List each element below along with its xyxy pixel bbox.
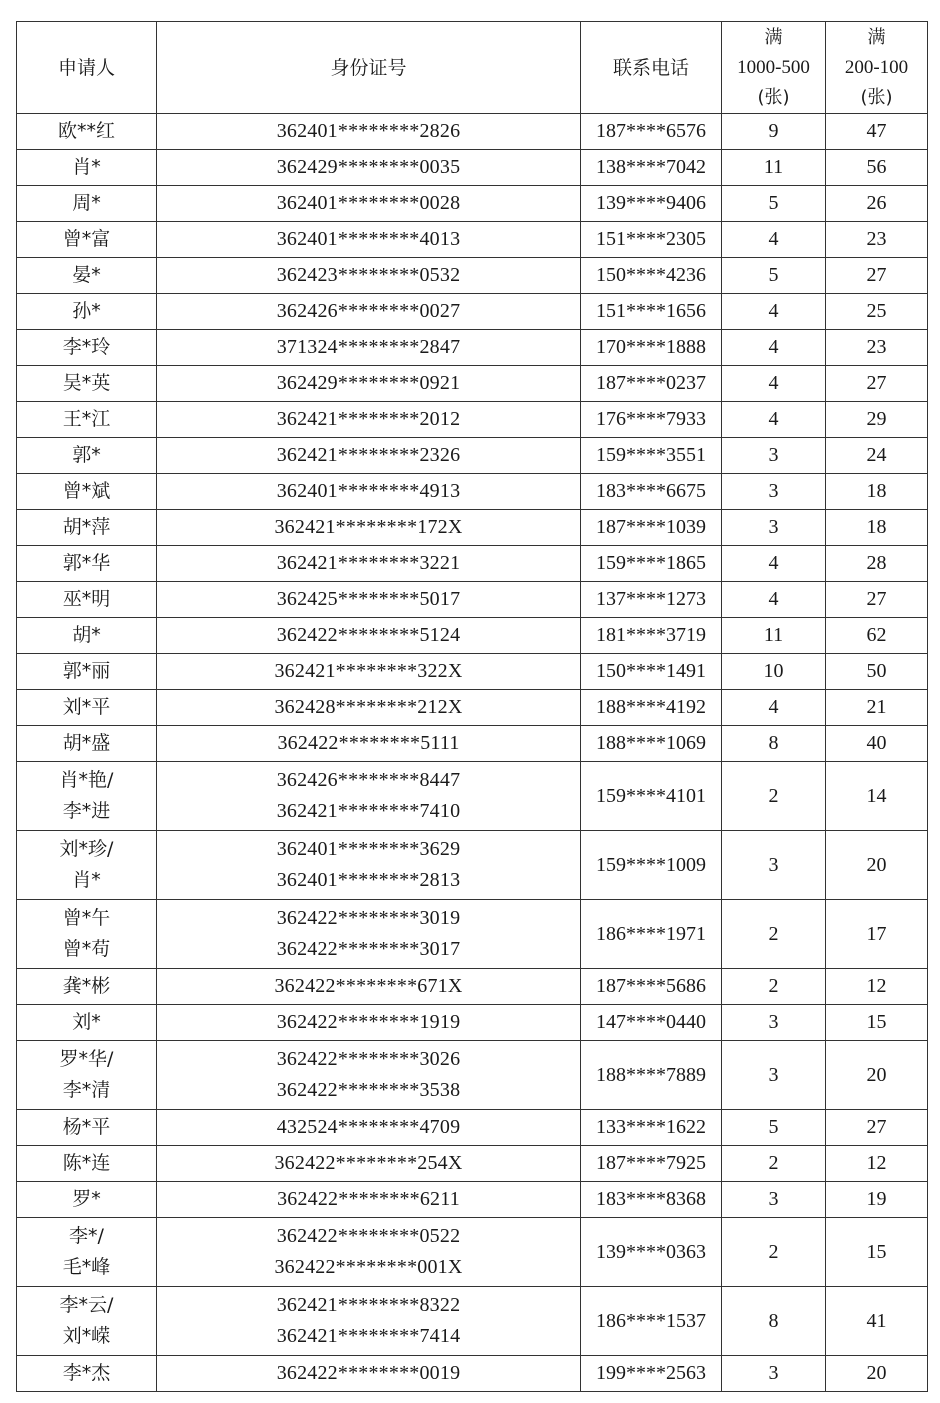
phone-cell: 133****1622 (581, 1110, 722, 1146)
applicant-name: 周* (72, 192, 101, 214)
id-number-cell (157, 969, 581, 1005)
tier-200-100-count: 15 (826, 1218, 928, 1287)
applicant-name: 郭*丽 (62, 660, 111, 682)
id-number-cell (157, 762, 581, 831)
id-number: 362421********3221 (276, 552, 461, 574)
phone-cell: 188****1069 (581, 726, 722, 762)
tier-1000-500-count: 4 (722, 330, 826, 366)
tier-200-100-count: 12 (826, 969, 928, 1005)
id-number-cell (157, 831, 581, 900)
applicant-name: 曾*富 (62, 228, 111, 250)
tier-200-100-count: 41 (826, 1287, 928, 1356)
applicant-name: 孙* (72, 300, 101, 322)
table-row (17, 366, 928, 402)
table-row (17, 831, 928, 900)
id-number: 432524********4709 (276, 1116, 461, 1138)
id-number: 362421********2326 (276, 444, 461, 466)
applicant-cell (17, 294, 157, 330)
tier-1000-500-count: 11 (722, 150, 826, 186)
applicant-name: 李*玲 (62, 336, 111, 358)
applicant-name: 刘*嵘 (62, 1325, 111, 1347)
applicant-name: 肖* (72, 869, 101, 891)
applicant-cell (17, 474, 157, 510)
id-number: 362429********0035 (276, 156, 461, 178)
phone-cell: 188****7889 (581, 1041, 722, 1110)
tier-200-100-count: 23 (826, 222, 928, 258)
id-number-cell (157, 1146, 581, 1182)
id-number: 362421********7410 (276, 800, 461, 822)
tier-200-100-count: 23 (826, 330, 928, 366)
applicant-cell (17, 654, 157, 690)
id-number-cell (157, 1356, 581, 1392)
applicant-name: 罗* (72, 1188, 101, 1210)
header-tier-200-100 (826, 22, 928, 114)
applicant-name: 龚*彬 (62, 975, 111, 997)
applicant-cell (17, 618, 157, 654)
tier-200-100-count: 27 (826, 366, 928, 402)
tier-1000-500-count: 4 (722, 690, 826, 726)
table-row (17, 726, 928, 762)
table-row (17, 294, 928, 330)
table-row (17, 900, 928, 969)
id-number-cell (157, 618, 581, 654)
table-row (17, 222, 928, 258)
tier-200-100-count: 25 (826, 294, 928, 330)
tier-1000-500-count: 2 (722, 1218, 826, 1287)
id-number: 362421********8322 (276, 1294, 461, 1316)
phone-cell: 181****3719 (581, 618, 722, 654)
id-number: 362401********2813 (276, 869, 461, 891)
table-row (17, 1041, 928, 1110)
tier-200-100-count: 17 (826, 900, 928, 969)
tier-200-100-count: 20 (826, 1356, 928, 1392)
table-row (17, 582, 928, 618)
tier-200-100-count: 20 (826, 831, 928, 900)
id-number-cell (157, 114, 581, 150)
table-row (17, 969, 928, 1005)
table-row (17, 402, 928, 438)
tier-1000-500-count: 3 (722, 1005, 826, 1041)
id-number-cell (157, 726, 581, 762)
tier-1000-500-count: 10 (722, 654, 826, 690)
applicant-cell (17, 690, 157, 726)
table-row (17, 1146, 928, 1182)
table-row (17, 1005, 928, 1041)
table-row (17, 438, 928, 474)
applicant-name: 毛*峰 (62, 1256, 111, 1278)
applicant-name: 罗*华/ (59, 1048, 114, 1070)
applicant-cell (17, 222, 157, 258)
applicant-name: 欧**红 (57, 120, 115, 142)
id-number-cell (157, 1005, 581, 1041)
applicant-cell (17, 366, 157, 402)
id-number-cell (157, 1218, 581, 1287)
id-number-cell (157, 582, 581, 618)
tier-1000-500-count: 5 (722, 1110, 826, 1146)
phone-cell: 186****1537 (581, 1287, 722, 1356)
id-number-cell (157, 186, 581, 222)
phone-cell: 150****4236 (581, 258, 722, 294)
header-tier-1000-500-line3: (张) (757, 86, 790, 108)
tier-200-100-count: 28 (826, 546, 928, 582)
tier-1000-500-count: 3 (722, 1041, 826, 1110)
applicant-name: 胡*盛 (62, 732, 111, 754)
applicant-name: 吴*英 (62, 372, 111, 394)
table-row (17, 114, 928, 150)
phone-cell: 187****5686 (581, 969, 722, 1005)
id-number-cell (157, 654, 581, 690)
tier-200-100-count: 56 (826, 150, 928, 186)
applicant-name: 陈*连 (62, 1152, 111, 1174)
applicant-cell (17, 582, 157, 618)
applicant-cell (17, 186, 157, 222)
tier-200-100-count: 14 (826, 762, 928, 831)
id-number: 362401********4013 (276, 228, 461, 250)
phone-cell: 183****8368 (581, 1182, 722, 1218)
tier-200-100-count: 12 (826, 1146, 928, 1182)
tier-200-100-count: 18 (826, 510, 928, 546)
tier-1000-500-count: 11 (722, 618, 826, 654)
table-row (17, 1110, 928, 1146)
applicant-cell (17, 150, 157, 186)
header-tier-200-100-line3: (张) (860, 86, 893, 108)
id-number: 362422********3017 (276, 938, 461, 960)
applicant-name: 李*进 (62, 800, 111, 822)
phone-cell: 159****3551 (581, 438, 722, 474)
tier-200-100-count: 62 (826, 618, 928, 654)
applicant-name: 晏* (72, 264, 101, 286)
phone-cell: 183****6675 (581, 474, 722, 510)
tier-1000-500-count: 4 (722, 582, 826, 618)
phone-cell: 138****7042 (581, 150, 722, 186)
phone-cell: 139****0363 (581, 1218, 722, 1287)
id-number: 362422********254X (274, 1152, 463, 1174)
id-number: 362401********2826 (276, 120, 461, 142)
id-number: 362421********322X (274, 660, 463, 682)
id-number-cell (157, 222, 581, 258)
applicant-cell (17, 546, 157, 582)
tier-1000-500-count: 2 (722, 1146, 826, 1182)
applicant-name: 李*云/ (59, 1294, 114, 1316)
id-number-cell (157, 900, 581, 969)
tier-1000-500-count: 5 (722, 186, 826, 222)
header-tier-1000-500-line1: 满 (764, 26, 783, 48)
tier-1000-500-count: 2 (722, 900, 826, 969)
tier-1000-500-count: 5 (722, 258, 826, 294)
table-row (17, 762, 928, 831)
tier-200-100-count: 24 (826, 438, 928, 474)
phone-cell: 139****9406 (581, 186, 722, 222)
applicant-cell (17, 900, 157, 969)
applicant-name: 曾*午 (62, 907, 111, 929)
applicant-cell (17, 1356, 157, 1392)
applicant-table (16, 21, 928, 1392)
id-number: 362429********0921 (276, 372, 461, 394)
id-number: 362401********4913 (276, 480, 461, 502)
applicant-cell (17, 831, 157, 900)
id-number-cell (157, 330, 581, 366)
table-row (17, 546, 928, 582)
table-row (17, 150, 928, 186)
phone-cell: 170****1888 (581, 330, 722, 366)
applicant-cell (17, 969, 157, 1005)
id-number: 362422********1919 (276, 1011, 461, 1033)
tier-1000-500-count: 8 (722, 726, 826, 762)
phone-cell: 199****2563 (581, 1356, 722, 1392)
tier-200-100-count: 47 (826, 114, 928, 150)
tier-1000-500-count: 4 (722, 294, 826, 330)
applicant-cell (17, 402, 157, 438)
phone-cell: 176****7933 (581, 402, 722, 438)
table-row (17, 474, 928, 510)
id-number: 362422********3538 (276, 1079, 461, 1101)
tier-1000-500-count: 2 (722, 762, 826, 831)
id-number: 362422********0522 (276, 1225, 461, 1247)
header-tier-1000-500 (722, 22, 826, 114)
id-number: 362422********3019 (276, 907, 461, 929)
tier-1000-500-count: 2 (722, 969, 826, 1005)
applicant-name: 肖*艳/ (59, 769, 114, 791)
tier-1000-500-count: 3 (722, 474, 826, 510)
applicant-cell (17, 762, 157, 831)
applicant-name: 郭* (72, 444, 101, 466)
id-number-cell (157, 402, 581, 438)
phone-cell: 137****1273 (581, 582, 722, 618)
phone-cell: 187****1039 (581, 510, 722, 546)
applicant-cell (17, 1041, 157, 1110)
table-row (17, 1287, 928, 1356)
tier-200-100-count: 27 (826, 582, 928, 618)
id-number: 362401********0028 (276, 192, 461, 214)
id-number: 362421********2012 (276, 408, 461, 430)
table-body (17, 114, 928, 1392)
header-tier-200-100-line1: 满 (867, 26, 886, 48)
tier-200-100-count: 50 (826, 654, 928, 690)
tier-1000-500-count: 9 (722, 114, 826, 150)
id-number-cell (157, 438, 581, 474)
id-number-cell (157, 1182, 581, 1218)
table-row (17, 618, 928, 654)
phone-cell: 159****1009 (581, 831, 722, 900)
phone-cell: 159****4101 (581, 762, 722, 831)
id-number: 362422********6211 (277, 1188, 460, 1210)
tier-1000-500-count: 3 (722, 1182, 826, 1218)
id-number: 362422********5111 (277, 732, 460, 754)
id-number-cell (157, 366, 581, 402)
applicant-cell (17, 1218, 157, 1287)
id-number-cell (157, 258, 581, 294)
table-row (17, 258, 928, 294)
applicant-cell (17, 510, 157, 546)
table-row (17, 654, 928, 690)
tier-200-100-count: 15 (826, 1005, 928, 1041)
phone-cell: 186****1971 (581, 900, 722, 969)
id-number: 362401********3629 (276, 838, 461, 860)
id-number: 362422********0019 (276, 1362, 461, 1384)
phone-cell: 151****1656 (581, 294, 722, 330)
phone-cell: 187****6576 (581, 114, 722, 150)
applicant-cell (17, 1005, 157, 1041)
id-number: 362423********0532 (276, 264, 461, 286)
id-number-cell (157, 510, 581, 546)
applicant-cell (17, 330, 157, 366)
id-number: 362422********5124 (276, 624, 461, 646)
id-number-cell (157, 690, 581, 726)
applicant-name: 王*江 (62, 408, 111, 430)
id-number: 362422********671X (274, 975, 463, 997)
table-row (17, 1356, 928, 1392)
tier-1000-500-count: 3 (722, 831, 826, 900)
applicant-name: 曾*斌 (62, 480, 111, 502)
tier-200-100-count: 27 (826, 258, 928, 294)
id-number: 362421********7414 (276, 1325, 461, 1347)
applicant-name: 刘*平 (62, 696, 111, 718)
applicant-name: 肖* (72, 156, 101, 178)
id-number-cell (157, 474, 581, 510)
phone-cell: 150****1491 (581, 654, 722, 690)
applicant-name: 巫*明 (62, 588, 111, 610)
tier-1000-500-count: 4 (722, 402, 826, 438)
id-number: 362426********0027 (276, 300, 461, 322)
id-number-cell (157, 1287, 581, 1356)
applicant-cell (17, 438, 157, 474)
tier-1000-500-count: 8 (722, 1287, 826, 1356)
applicant-name: 郭*华 (62, 552, 111, 574)
header-tier-1000-500-line2: 1000-500 (737, 56, 810, 78)
id-number-cell (157, 546, 581, 582)
applicant-name: 李*杰 (62, 1362, 111, 1384)
table-row (17, 690, 928, 726)
id-number-cell (157, 1041, 581, 1110)
id-number: 362421********172X (274, 516, 463, 538)
applicant-cell (17, 1110, 157, 1146)
header-phone: 联系电话 (581, 22, 722, 114)
header-row (17, 22, 928, 114)
applicant-cell (17, 114, 157, 150)
id-number: 362422********3026 (276, 1048, 461, 1070)
id-number: 362428********212X (274, 696, 463, 718)
phone-cell: 188****4192 (581, 690, 722, 726)
header-id-number: 身份证号 (157, 22, 581, 114)
tier-1000-500-count: 3 (722, 438, 826, 474)
table-row (17, 186, 928, 222)
applicant-name: 胡*萍 (62, 516, 111, 538)
tier-200-100-count: 18 (826, 474, 928, 510)
id-number-cell (157, 1110, 581, 1146)
tier-200-100-count: 29 (826, 402, 928, 438)
applicant-cell (17, 1182, 157, 1218)
tier-1000-500-count: 4 (722, 546, 826, 582)
tier-200-100-count: 19 (826, 1182, 928, 1218)
phone-cell: 187****0237 (581, 366, 722, 402)
tier-200-100-count: 26 (826, 186, 928, 222)
applicant-name: 曾*苟 (62, 938, 111, 960)
id-number: 362425********5017 (276, 588, 461, 610)
tier-200-100-count: 20 (826, 1041, 928, 1110)
tier-1000-500-count: 4 (722, 366, 826, 402)
id-number: 362422********001X (274, 1256, 463, 1278)
tier-1000-500-count: 3 (722, 510, 826, 546)
id-number-cell (157, 294, 581, 330)
table-row (17, 1218, 928, 1287)
tier-200-100-count: 21 (826, 690, 928, 726)
applicant-name: 李*/ (69, 1225, 104, 1247)
tier-200-100-count: 27 (826, 1110, 928, 1146)
applicant-cell (17, 258, 157, 294)
applicant-name: 刘*珍/ (59, 838, 114, 860)
header-tier-200-100-line2: 200-100 (844, 56, 909, 78)
header-applicant: 申请人 (17, 22, 157, 114)
tier-1000-500-count: 4 (722, 222, 826, 258)
applicant-name: 李*清 (62, 1079, 111, 1101)
table-row (17, 510, 928, 546)
applicant-name: 刘* (72, 1011, 101, 1033)
table-row (17, 1182, 928, 1218)
phone-cell: 159****1865 (581, 546, 722, 582)
phone-cell: 187****7925 (581, 1146, 722, 1182)
id-number-cell (157, 150, 581, 186)
applicant-cell (17, 726, 157, 762)
applicant-name: 胡* (72, 624, 101, 646)
table-row (17, 330, 928, 366)
tier-1000-500-count: 3 (722, 1356, 826, 1392)
applicant-cell (17, 1287, 157, 1356)
applicant-name: 杨*平 (62, 1116, 111, 1138)
id-number: 371324********2847 (276, 336, 461, 358)
applicant-cell (17, 1146, 157, 1182)
id-number: 362426********8447 (276, 769, 461, 791)
phone-cell: 151****2305 (581, 222, 722, 258)
tier-200-100-count: 40 (826, 726, 928, 762)
phone-cell: 147****0440 (581, 1005, 722, 1041)
